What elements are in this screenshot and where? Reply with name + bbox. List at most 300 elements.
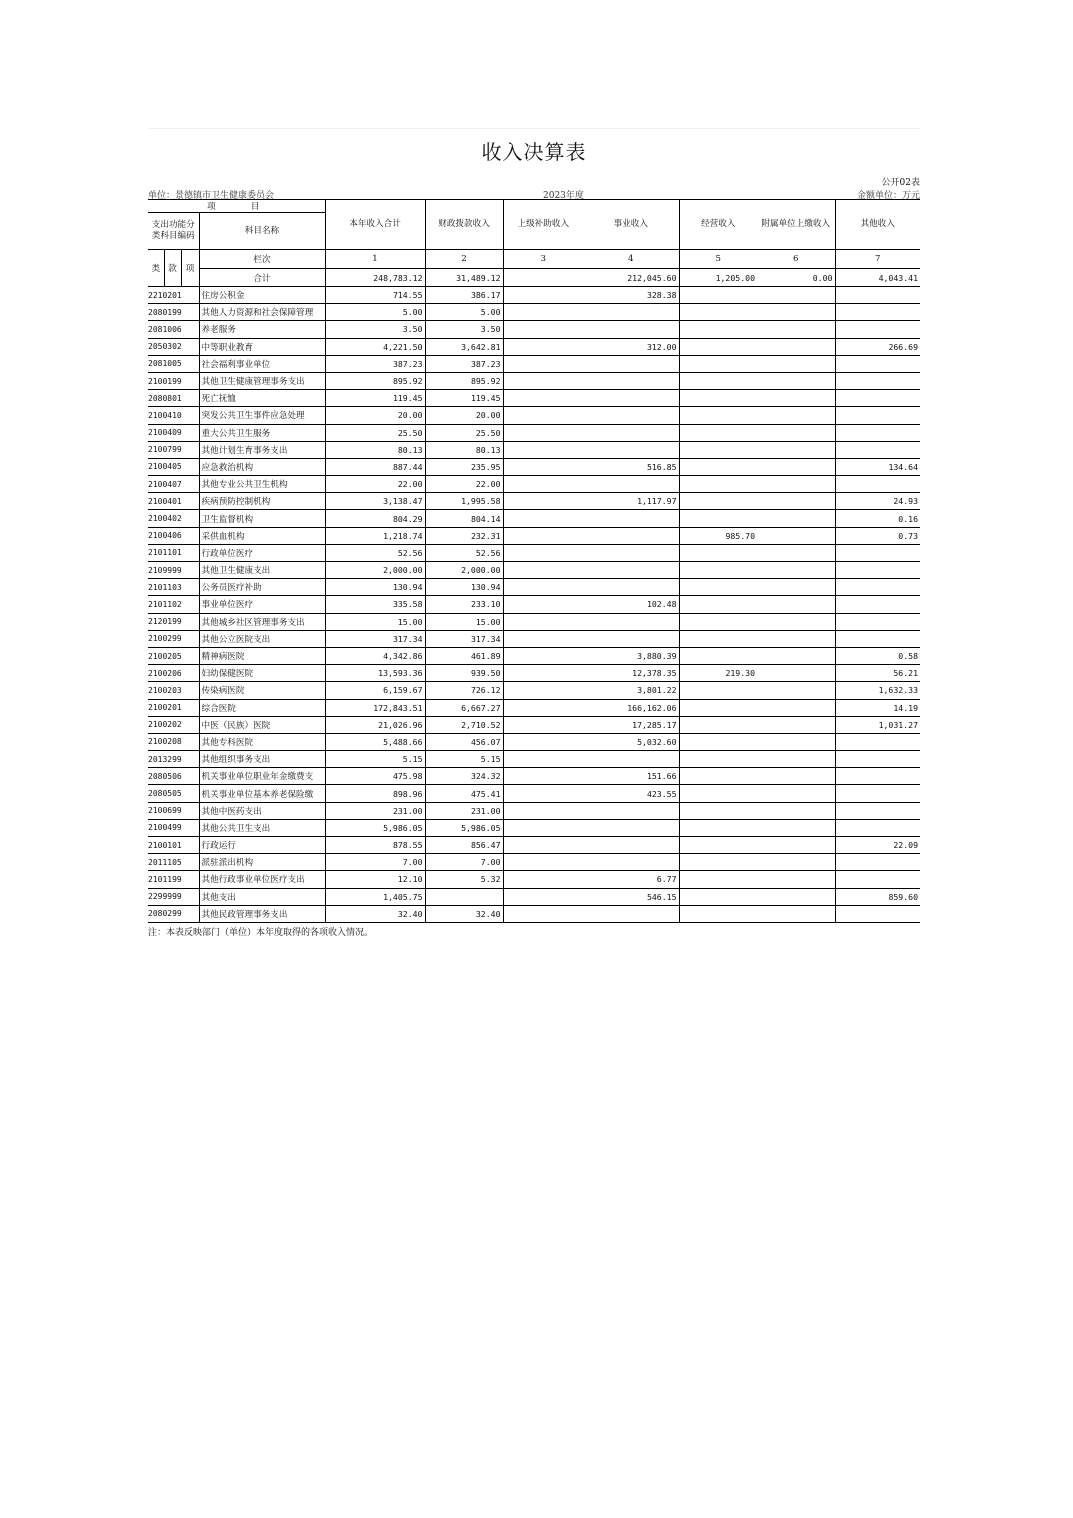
value-cell xyxy=(679,888,757,905)
subject-code: 2100402 xyxy=(148,510,199,527)
value-cell: 3,642.81 xyxy=(425,338,503,355)
value-cell: 1,995.58 xyxy=(425,493,503,510)
value-cell xyxy=(583,527,679,544)
value-cell xyxy=(503,751,583,768)
subject-code: 2081005 xyxy=(148,355,199,372)
subject-name: 社会福利事业单位 xyxy=(199,355,325,372)
subject-code: 2081006 xyxy=(148,321,199,338)
value-cell: 1,218.74 xyxy=(325,527,425,544)
value-cell: 21,026.96 xyxy=(325,716,425,733)
value-cell xyxy=(757,390,835,407)
value-cell: 726.12 xyxy=(425,682,503,699)
value-cell xyxy=(757,544,835,561)
subject-code: 2080299 xyxy=(148,905,199,922)
value-cell xyxy=(583,562,679,579)
value-cell: 312.00 xyxy=(583,338,679,355)
table-row xyxy=(148,510,920,527)
value-cell: 6.77 xyxy=(583,871,679,888)
subject-name: 其他中医药支出 xyxy=(199,802,325,819)
header-name-col: 科目名称 xyxy=(199,213,325,250)
value-cell xyxy=(757,441,835,458)
value-cell xyxy=(757,355,835,372)
value-cell xyxy=(503,854,583,871)
subject-code: 2100405 xyxy=(148,458,199,475)
subject-code: 2080505 xyxy=(148,785,199,802)
value-cell xyxy=(835,544,920,561)
table-row xyxy=(148,699,920,716)
unit-label: 单位：景德镇市卫生健康委员会 xyxy=(148,191,275,201)
value-cell: 266.69 xyxy=(835,338,920,355)
value-cell xyxy=(503,338,583,355)
value-cell: 134.64 xyxy=(835,458,920,475)
subject-code: 2100499 xyxy=(148,819,199,836)
subject-name: 疾病预防控制机构 xyxy=(199,493,325,510)
subject-name: 应急救治机构 xyxy=(199,458,325,475)
value-cell xyxy=(835,407,920,424)
subject-code: 2100410 xyxy=(148,407,199,424)
total-cell: 4,043.41 xyxy=(835,269,920,287)
value-cell xyxy=(583,613,679,630)
value-cell xyxy=(757,819,835,836)
header-lei: 类 xyxy=(148,250,164,287)
value-cell xyxy=(679,837,757,854)
value-cell xyxy=(583,819,679,836)
value-cell: 878.55 xyxy=(325,837,425,854)
value-cell xyxy=(835,321,920,338)
value-cell xyxy=(679,733,757,750)
value-cell: 52.56 xyxy=(425,544,503,561)
value-cell: 24.93 xyxy=(835,493,920,510)
value-cell: 387.23 xyxy=(425,355,503,372)
header-col-operating: 经营收入 xyxy=(679,200,757,250)
subject-name: 死亡抚恤 xyxy=(199,390,325,407)
value-cell: 14.19 xyxy=(835,699,920,716)
value-cell xyxy=(503,493,583,510)
value-cell: 546.15 xyxy=(583,888,679,905)
value-cell xyxy=(835,630,920,647)
subject-code: 2100101 xyxy=(148,837,199,854)
value-cell: 3,138.47 xyxy=(325,493,425,510)
value-cell: 119.45 xyxy=(325,390,425,407)
value-cell xyxy=(679,372,757,389)
value-cell xyxy=(757,751,835,768)
value-cell xyxy=(679,716,757,733)
value-cell xyxy=(835,871,920,888)
subject-code: 2100407 xyxy=(148,476,199,493)
table-row xyxy=(148,441,920,458)
value-cell xyxy=(679,338,757,355)
value-cell xyxy=(757,424,835,441)
table-row xyxy=(148,613,920,630)
value-cell: 516.85 xyxy=(583,458,679,475)
value-cell: 22.00 xyxy=(325,476,425,493)
value-cell xyxy=(679,682,757,699)
table-row xyxy=(148,665,920,682)
subject-code: 2100699 xyxy=(148,802,199,819)
value-cell xyxy=(503,665,583,682)
subject-name: 其他专科医院 xyxy=(199,733,325,750)
value-cell xyxy=(835,287,920,304)
value-cell xyxy=(679,390,757,407)
value-cell xyxy=(835,304,920,321)
value-cell xyxy=(503,287,583,304)
subject-code: 2100799 xyxy=(148,441,199,458)
amount-unit-label: 金额单位：万元 xyxy=(856,191,920,201)
value-cell: 12,378.35 xyxy=(583,665,679,682)
value-cell xyxy=(583,630,679,647)
value-cell: 25.50 xyxy=(325,424,425,441)
subject-name: 精神病医院 xyxy=(199,647,325,664)
value-cell xyxy=(757,562,835,579)
col-num-5: 5 xyxy=(679,250,757,269)
value-cell xyxy=(835,819,920,836)
value-cell: 235.95 xyxy=(425,458,503,475)
header-col-superior: 上级补助收入 xyxy=(503,200,583,250)
value-cell xyxy=(679,819,757,836)
subject-name: 突发公共卫生事件应急处理 xyxy=(199,407,325,424)
table-row xyxy=(148,682,920,699)
subject-code: 2080199 xyxy=(148,304,199,321)
value-cell xyxy=(757,613,835,630)
value-cell xyxy=(503,321,583,338)
meta-row xyxy=(148,187,920,199)
value-cell: 119.45 xyxy=(425,390,503,407)
total-cell: 248,783.12 xyxy=(325,269,425,287)
subject-name: 传染病医院 xyxy=(199,682,325,699)
value-cell xyxy=(583,304,679,321)
value-cell: 0.58 xyxy=(835,647,920,664)
value-cell xyxy=(679,647,757,664)
value-cell: 3,880.39 xyxy=(583,647,679,664)
year-label: 2023年度 xyxy=(543,191,584,201)
value-cell xyxy=(835,613,920,630)
subject-code: 2100201 xyxy=(148,699,199,716)
subject-code: 2080801 xyxy=(148,390,199,407)
subject-code: 2100208 xyxy=(148,733,199,750)
total-cell: 1,205.00 xyxy=(679,269,757,287)
value-cell: 317.34 xyxy=(425,630,503,647)
subject-name: 综合医院 xyxy=(199,699,325,716)
value-cell: 130.94 xyxy=(425,579,503,596)
table-row xyxy=(148,596,920,613)
value-cell: 328.38 xyxy=(583,287,679,304)
value-cell xyxy=(583,802,679,819)
value-cell xyxy=(757,871,835,888)
table-row xyxy=(148,630,920,647)
value-cell xyxy=(757,802,835,819)
value-cell xyxy=(835,733,920,750)
value-cell: 804.29 xyxy=(325,510,425,527)
value-cell: 56.21 xyxy=(835,665,920,682)
value-cell: 6,159.67 xyxy=(325,682,425,699)
value-cell xyxy=(835,372,920,389)
value-cell xyxy=(757,287,835,304)
subject-code: 2101103 xyxy=(148,579,199,596)
value-cell: 130.94 xyxy=(325,579,425,596)
value-cell xyxy=(503,768,583,785)
value-cell: 1,031.27 xyxy=(835,716,920,733)
value-cell: 5,986.05 xyxy=(325,819,425,836)
value-cell xyxy=(757,716,835,733)
value-cell xyxy=(757,888,835,905)
value-cell: 335.58 xyxy=(325,596,425,613)
subject-name: 住房公积金 xyxy=(199,287,325,304)
value-cell: 232.31 xyxy=(425,527,503,544)
value-cell xyxy=(757,682,835,699)
value-cell: 5,032.60 xyxy=(583,733,679,750)
value-cell xyxy=(679,476,757,493)
value-cell xyxy=(757,321,835,338)
total-cell: 212,045.60 xyxy=(583,269,679,287)
table-row xyxy=(148,871,920,888)
subject-name: 其他计划生育事务支出 xyxy=(199,441,325,458)
table-row xyxy=(148,751,920,768)
value-cell: 1,405.75 xyxy=(325,888,425,905)
value-cell: 5.00 xyxy=(425,304,503,321)
value-cell: 887.44 xyxy=(325,458,425,475)
value-cell: 475.98 xyxy=(325,768,425,785)
value-cell xyxy=(679,441,757,458)
value-cell xyxy=(679,905,757,922)
value-cell xyxy=(503,304,583,321)
value-cell xyxy=(757,527,835,544)
value-cell: 17,285.17 xyxy=(583,716,679,733)
value-cell xyxy=(583,390,679,407)
value-cell xyxy=(583,372,679,389)
value-cell xyxy=(503,441,583,458)
table-row xyxy=(148,304,920,321)
col-num-7: 7 xyxy=(835,250,920,269)
table-body xyxy=(148,287,920,923)
value-cell xyxy=(757,596,835,613)
value-cell: 102.48 xyxy=(583,596,679,613)
value-cell xyxy=(503,819,583,836)
value-cell xyxy=(503,905,583,922)
value-cell xyxy=(583,321,679,338)
value-cell xyxy=(679,871,757,888)
value-cell: 939.50 xyxy=(425,665,503,682)
table-row xyxy=(148,321,920,338)
value-cell: 32.40 xyxy=(325,905,425,922)
value-cell xyxy=(583,510,679,527)
value-cell xyxy=(757,338,835,355)
value-cell xyxy=(679,321,757,338)
value-cell xyxy=(835,768,920,785)
subject-name: 其他行政事业单位医疗支出 xyxy=(199,871,325,888)
value-cell xyxy=(583,751,679,768)
total-cell xyxy=(503,269,583,287)
value-cell xyxy=(835,579,920,596)
table-row xyxy=(148,338,920,355)
value-cell xyxy=(679,424,757,441)
value-cell xyxy=(679,458,757,475)
value-cell xyxy=(503,647,583,664)
total-row xyxy=(148,269,920,287)
value-cell xyxy=(757,733,835,750)
value-cell: 22.00 xyxy=(425,476,503,493)
subject-code: 2050302 xyxy=(148,338,199,355)
value-cell: 714.55 xyxy=(325,287,425,304)
value-cell xyxy=(679,613,757,630)
subject-code: 2100199 xyxy=(148,372,199,389)
form-code: 公开02表 xyxy=(881,178,920,188)
value-cell xyxy=(757,458,835,475)
total-cell: 31,489.12 xyxy=(425,269,503,287)
value-cell: 7.00 xyxy=(425,854,503,871)
footnote: 注：本表反映部门（单位）本年度取得的各项收入情况。 xyxy=(148,927,374,938)
subject-name: 机关事业单位基本养老保险缴 xyxy=(199,785,325,802)
table-row xyxy=(148,562,920,579)
subject-code: 2100406 xyxy=(148,527,199,544)
total-cell: 0.00 xyxy=(757,269,835,287)
value-cell xyxy=(835,476,920,493)
value-cell xyxy=(503,544,583,561)
value-cell: 386.17 xyxy=(425,287,503,304)
subject-name: 其他城乡社区管理事务支出 xyxy=(199,613,325,630)
value-cell xyxy=(583,476,679,493)
value-cell xyxy=(679,579,757,596)
value-cell xyxy=(757,510,835,527)
value-cell: 172,843.51 xyxy=(325,699,425,716)
value-cell xyxy=(583,407,679,424)
value-cell xyxy=(583,355,679,372)
header-lanci-row xyxy=(148,250,920,269)
value-cell: 5.32 xyxy=(425,871,503,888)
subject-code: 2101101 xyxy=(148,544,199,561)
header-col-business: 事业收入 xyxy=(583,200,679,250)
subject-code: 2100203 xyxy=(148,682,199,699)
value-cell: 461.89 xyxy=(425,647,503,664)
value-cell xyxy=(503,699,583,716)
header-kuan: 款 xyxy=(164,250,181,287)
subject-name: 其他人力资源和社会保障管理 xyxy=(199,304,325,321)
value-cell: 7.00 xyxy=(325,854,425,871)
value-cell: 804.14 xyxy=(425,510,503,527)
value-cell: 456.07 xyxy=(425,733,503,750)
value-cell: 233.10 xyxy=(425,596,503,613)
value-cell xyxy=(757,699,835,716)
header-project: 项 目 xyxy=(148,200,325,213)
value-cell: 22.09 xyxy=(835,837,920,854)
value-cell xyxy=(503,355,583,372)
value-cell: 3.50 xyxy=(325,321,425,338)
value-cell: 4,342.86 xyxy=(325,647,425,664)
subject-name: 行政单位医疗 xyxy=(199,544,325,561)
value-cell xyxy=(679,407,757,424)
subject-code: 2100202 xyxy=(148,716,199,733)
value-cell: 3,801.22 xyxy=(583,682,679,699)
value-cell: 895.92 xyxy=(425,372,503,389)
subject-code: 2120199 xyxy=(148,613,199,630)
value-cell xyxy=(757,785,835,802)
value-cell xyxy=(757,854,835,871)
value-cell xyxy=(583,837,679,854)
value-cell xyxy=(503,837,583,854)
value-cell xyxy=(679,751,757,768)
subject-name: 其他支出 xyxy=(199,888,325,905)
col-num-3: 3 xyxy=(503,250,583,269)
table-row xyxy=(148,458,920,475)
value-cell xyxy=(679,562,757,579)
table-row xyxy=(148,802,920,819)
table-row xyxy=(148,579,920,596)
value-cell xyxy=(835,905,920,922)
table-row xyxy=(148,905,920,922)
value-cell xyxy=(835,355,920,372)
value-cell: 2,710.52 xyxy=(425,716,503,733)
value-cell: 5,488.66 xyxy=(325,733,425,750)
value-cell xyxy=(425,888,503,905)
value-cell: 423.55 xyxy=(583,785,679,802)
table-row xyxy=(148,355,920,372)
value-cell: 317.34 xyxy=(325,630,425,647)
form-code-row xyxy=(148,175,920,187)
value-cell xyxy=(583,905,679,922)
value-cell: 5.00 xyxy=(325,304,425,321)
subject-code: 2100205 xyxy=(148,647,199,664)
value-cell: 151.66 xyxy=(583,768,679,785)
table-row xyxy=(148,733,920,750)
value-cell: 0.16 xyxy=(835,510,920,527)
subject-name: 派驻派出机构 xyxy=(199,854,325,871)
header-project-row xyxy=(148,200,920,213)
value-cell xyxy=(835,562,920,579)
header-lanci: 栏次 xyxy=(199,250,325,269)
value-cell xyxy=(679,493,757,510)
value-cell xyxy=(757,768,835,785)
value-cell: 12.10 xyxy=(325,871,425,888)
value-cell xyxy=(679,802,757,819)
value-cell xyxy=(757,837,835,854)
value-cell xyxy=(583,544,679,561)
col-num-6: 6 xyxy=(757,250,835,269)
value-cell xyxy=(679,699,757,716)
value-cell: 898.96 xyxy=(325,785,425,802)
value-cell xyxy=(757,493,835,510)
value-cell xyxy=(835,854,920,871)
value-cell: 219.30 xyxy=(679,665,757,682)
value-cell: 0.73 xyxy=(835,527,920,544)
value-cell: 859.60 xyxy=(835,888,920,905)
value-cell xyxy=(679,304,757,321)
value-cell xyxy=(503,407,583,424)
total-label: 合计 xyxy=(199,269,325,287)
value-cell xyxy=(583,854,679,871)
value-cell xyxy=(757,647,835,664)
subject-code: 2100299 xyxy=(148,630,199,647)
subject-code: 2299999 xyxy=(148,888,199,905)
income-statement-sheet xyxy=(148,128,920,938)
value-cell xyxy=(679,854,757,871)
value-cell: 324.32 xyxy=(425,768,503,785)
value-cell: 3.50 xyxy=(425,321,503,338)
value-cell xyxy=(503,372,583,389)
value-cell xyxy=(503,733,583,750)
col-num-2: 2 xyxy=(425,250,503,269)
value-cell xyxy=(503,527,583,544)
table-row xyxy=(148,888,920,905)
value-cell xyxy=(503,476,583,493)
subject-code: 2100206 xyxy=(148,665,199,682)
value-cell xyxy=(503,510,583,527)
table-row xyxy=(148,544,920,561)
subject-name: 其他公立医院支出 xyxy=(199,630,325,647)
value-cell: 1,117.97 xyxy=(583,493,679,510)
subject-name: 行政运行 xyxy=(199,837,325,854)
header-col-total: 本年收入合计 xyxy=(325,200,425,250)
value-cell: 895.92 xyxy=(325,372,425,389)
subject-code: 2011105 xyxy=(148,854,199,871)
